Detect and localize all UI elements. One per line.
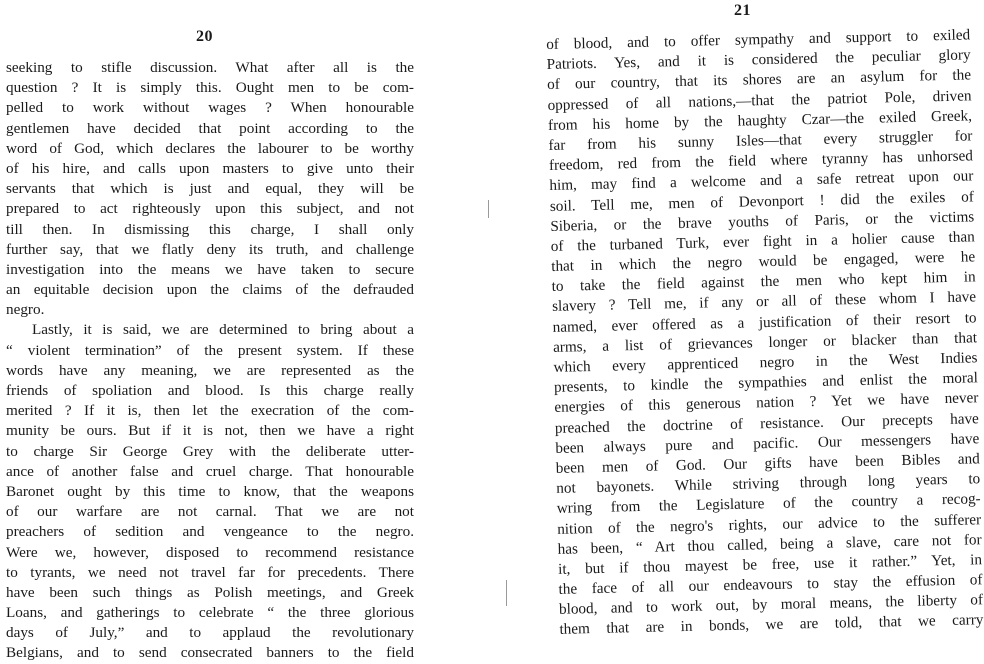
text-line: servants that which is just and equal, they will be (6, 180, 414, 198)
text-line: soil. Tell me, men of Devonport ! did the exiles of (549, 187, 974, 215)
text-line: them that are in bonds, we are told, that we carry (559, 611, 984, 639)
text-line: ance of another false and cruel charge. That honourable (6, 462, 414, 480)
text-line: of the turbaned Turk, ever fight in a holier cause than (550, 228, 975, 255)
text-line: not bayonets. While striving through long years to (556, 470, 981, 498)
right-page-text (546, 25, 984, 640)
text-line: been always pure and pacific. Our messengers have (555, 430, 980, 457)
page-number-left: 20 (196, 28, 213, 45)
text-line: gentlemen have decided that point according to the (6, 119, 414, 137)
text-line: to tyrants, we need not travel far for precedents. There (6, 563, 414, 581)
text-line: nition of the negro's rights, our advice to the sufferer (557, 510, 982, 538)
text-line: Lastly, it is said, we are determined to bring about a (32, 321, 414, 339)
text-line: words have any meaning, we are represented as the (6, 361, 414, 379)
text-line: word of God, which declares the labourer to be worthy (6, 139, 414, 157)
left-page-text (6, 58, 414, 664)
text-line: prepared to act righteously upon this subject, and not (6, 200, 414, 218)
text-line: blood, and to work out, by moral means, the liberty of (558, 591, 984, 619)
right-page (520, 0, 984, 644)
text-line: that in which the negro would be engaged, were he (551, 248, 976, 276)
text-line: wring from the Legislature of the country a recog- (556, 490, 981, 518)
text-line: Belgians, and to send consecrated banners to the field (6, 644, 414, 662)
text-line: named, ever offered as a justification of their resort to (552, 308, 977, 336)
text-line: to charge Sir George Grey with the deliberate utter- (6, 442, 414, 460)
text-line: oppressed of all nations,—that the patriot Pole, driven (547, 86, 972, 114)
text-line: negro. (6, 301, 45, 319)
text-line: to take the field against the men who kept him in (551, 268, 976, 296)
text-line: energies of this generous nation ? Yet we have never (554, 389, 979, 417)
text-line: freedom, red from the field where tyranny has unhorsed (548, 147, 974, 175)
text-line: slavery ? Tell me, if any or all of these whom I have (551, 288, 977, 316)
text-line: seeking to stifle discussion. What after all is the (6, 59, 414, 76)
text-line: further say, that we flatly deny its truth, and challenge (6, 240, 414, 258)
text-line: Baronet ought by this time to know, that the weapons (6, 482, 414, 500)
text-line: of blood, and to offer sympathy and support to exiled (546, 26, 971, 53)
text-line: presents, to kindle the sympathies and enlist the moral (553, 369, 979, 397)
text-line: friends of spoliation and blood. Is this charge really (6, 382, 414, 399)
text-line: which every apprenticed negro in the West Indies (553, 349, 978, 376)
text-line: Siberia, or the brave youths of Paris, or the victims (550, 208, 975, 235)
text-line: an equitable decision upon the claims of the defrauded (6, 281, 414, 299)
text-line: of our warfare are not carnal. That we are not (6, 503, 414, 521)
gutter-mark (506, 580, 507, 606)
left-page (0, 0, 440, 662)
text-line: investigation into the means we have taken to secure (6, 260, 414, 278)
gutter-mark (488, 200, 489, 218)
text-line: Patriots. Yes, and it is considered the peculiar glory (546, 46, 971, 74)
text-line: the face of all our endeavours to stay the effusion of (558, 571, 983, 598)
text-line: has been, “ Art thou called, being a slave, care not for (557, 530, 982, 558)
text-line: of our country, that its shores are an asylum for the (546, 66, 972, 94)
text-line: preachers of sedition and vengeance to the negro. (6, 523, 414, 541)
text-line: preached the doctrine of resistance. Our precepts have (554, 409, 980, 437)
text-line: days of July,” and to applaud the revolutionary (6, 624, 414, 642)
text-line: from his home by the haughty Czar—the exiled Greek, (547, 107, 973, 134)
text-line: have been such things as Polish meetings, and Greek (6, 583, 414, 601)
text-line: munity be ours. But if it is not, then we have a right (6, 422, 414, 440)
text-line: question ? It is simply this. Ought men to be com- (6, 79, 414, 97)
text-line: Were we, however, disposed to recommend resistance (6, 543, 414, 561)
page-number-right: 21 (734, 2, 751, 19)
text-line: far from his sunny Isles—that every struggler for (548, 127, 973, 154)
text-line: pelled to work without wages ? When honourable (6, 99, 414, 117)
text-line: “ violent termination” of the present system. If these (6, 341, 414, 359)
text-line: been men of God. Our gifts have been Bibles and (555, 450, 980, 477)
text-line: arms, a list of grievances longer or blacker than that (552, 329, 978, 356)
text-line: it, but if thou mayest be free, use it rather.” Yet, in (557, 551, 983, 578)
text-line: Loans, and gatherings to celebrate “ the three glorious (6, 604, 414, 622)
text-line: till then. In dismissing this charge, I shall only (6, 220, 414, 238)
text-line: merited ? If it is, then let the execration of the com- (6, 402, 414, 420)
text-line: of his hire, and calls upon masters to give unto their (6, 159, 414, 177)
text-line: him, may find a welcome and a safe retreat upon our (549, 167, 974, 195)
